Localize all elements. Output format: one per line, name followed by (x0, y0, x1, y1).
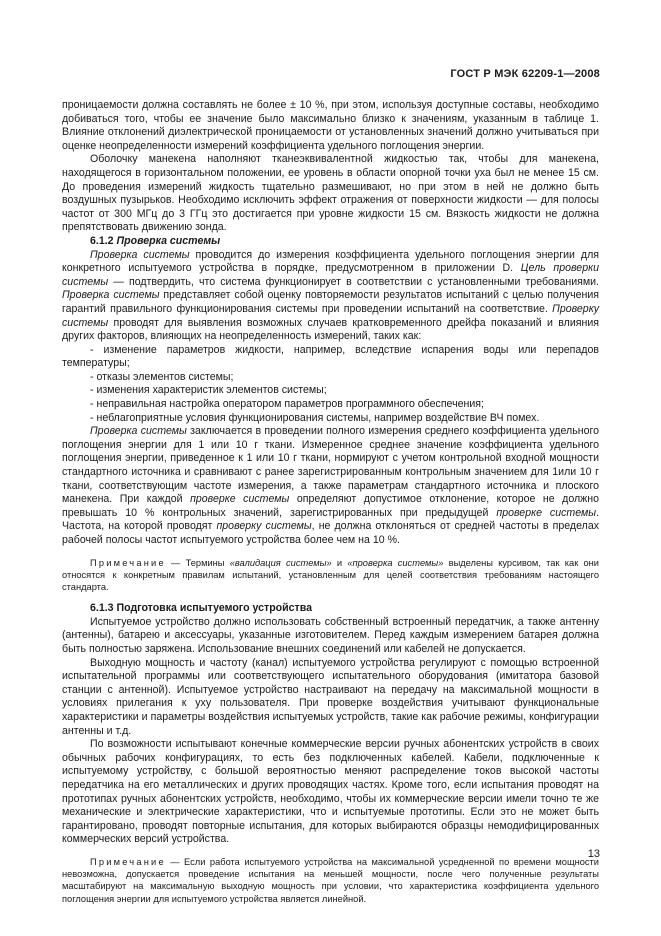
section-heading-6-1-3 (62, 602, 599, 616)
paragraph-commercial-versions: По возможности испытывают конечные коммерческие версии ручных абонентских устройств в своих обычных рабочих конфигурациях, то есть без подключенных кабелей. Кабели, подключенные к испытуемому устройству, с большой вероятностью меняют распределение токов высокой частоты передатчика на его металлических и других проводящих частях. Кроме того, если испытания проводят на прототипах ручных абонентских устройств, необходимо, чтобы их коммерческие версии имели точно те же механические и электрические характеристики, что и испытуемые прототипы. Если это не может быть гарантировано, проводят повторные испытания, для которых выбираются образцы немодифицированных коммерческих версий устройства. (62, 738, 599, 846)
text-run: , не должна отклоняться от средней частоты в пределах рабочей полосы частот испытуемого устройства более чем на 10 %. (62, 520, 600, 546)
paragraph-permittivity: проницаемости должна составлять не более ± 10 %, при этом, используя доступные составы, необходимо добиваться того, чтобы ее значение было максимально близко к значениям, указанным в таблице 1. Влияние отклонений диэлектрической проницаемости от установленных значений должно учитываться при оценке неопределенности измерений коэффициента удельного поглощения энергии. (62, 99, 599, 152)
text-run: заключается в проведении полного измерения среднего коэффициента удельного поглощения энергии для 1 или 10 г ткани. Измеренное среднее значение коэффициента удельного поглощения энергии, приведенное к 1 или 10 г ткани, нормируют с учетом контрольной входной мощности стандартного источника и сравнивают с ранее зарегистрированным контрольным значением для 1или 10 г ткани, соответствующим частоте измерения, а также параметрам стандартного источника и плоского манекена. При каждой (62, 425, 599, 506)
paragraph-device-preparation: Испытуемое устройство должно использовать собственный встроенный передатчик, а также антенну (антенны), батарею и аксессуары, указанные изготовителем. Перед каждым измерением батарея должна быть полностью заряжена. Использование внешних соединений или кабелей не допускается. (62, 615, 599, 655)
note-label: Примечание (90, 557, 166, 568)
text-run: — Термины (165, 557, 230, 568)
term-italic: «валидация системы» (229, 557, 332, 568)
note-linearity (62, 856, 599, 905)
paragraph-system-check-procedure (62, 425, 599, 547)
text-run: представляет собой оценку повторяемости результатов испытаний с целью получения гарантий правильного функционирования системы при проведении испытаний на соответствие. (62, 289, 599, 315)
paragraph-output-power: Выходную мощность и частоту (канал) испытуемого устройства регулируют с помощью встроенной испытательной программы или соответствующего испытательного оборудования (имитатора базовой станции с антенной). Испытуемое устройство настраивают на передачу на максимальной мощности в условиях прилегания к уху пользователя. При проверке воздействия учитывают функциональные характеристики и параметры воздействия испытуемых устройств, такие как рабочие режимы, конфигурации антенны и т.д. (62, 656, 599, 737)
term-italic: Проверку системы (62, 302, 599, 329)
list-item: - неправильная настройка оператором параметров программного обеспечения; (90, 398, 484, 411)
section-number: 6.1.2 (90, 234, 114, 247)
list-item: - изменение параметров жидкости, например, вследствие испарения воды или перепадов температуры; (62, 343, 599, 370)
list-item: - неблагоприятные условия функционирования системы, например воздействие ВЧ помех. (90, 411, 540, 424)
term-italic: Цель проверки системы (62, 262, 599, 288)
page-body (62, 99, 599, 914)
paragraph-phantom-filling: Оболочку манекена наполняют тканеэквивалентной жидкостью так, чтобы для манекена, находящегося в горизонтальном положении, ее уровень в области опорной точки уха был не менее 15 см. До проведения измерений жидкость тщательно размешивают, но при этом в ней не должно быть воздушных пузырьков. Необходимо исключить эффект отражения от поверхности жидкости — для полосы частот от 300 МГц до 3 ГГц это достигается при уровне жидкости 15 см. Вязкость жидкости не должна препятствовать движению зонда. (62, 153, 599, 234)
term-italic: «проверка системы» (347, 557, 444, 568)
term-italic: Проверка системы (90, 425, 187, 438)
term-italic: Проверка системы (62, 289, 160, 302)
text-run: определяют допустимое отклонение, которое не должно превышать 10 % контрольных значений, зарегистрированных при предыдущей (62, 493, 600, 519)
standard-header: ГОСТ Р МЭК 62209-1—2008 (450, 68, 600, 80)
text-run: проводят для выявления возможных случаев кратковременного дрейфа показаний и влияния других факторов, влияющих на неопределенность измерений, таких как: (62, 316, 599, 343)
term-italic: проверку системы (216, 520, 312, 533)
section-number: 6.1.3 (90, 602, 114, 615)
text-run: — Если работа испытуемого устройства на максимальной усредненной по времени мощности невозможна, допускается проведение испытания на меньшей мощности, после чего полученные результаты масштабируют на максимальную выходную мощность при условии, что характеристика коэффициента удельного поглощения энергии для испытуемого устройства является линейной. (62, 856, 599, 904)
paragraph-system-check (62, 249, 599, 344)
note-terms (62, 557, 599, 594)
section-title: Проверка системы (116, 234, 221, 247)
text-run: . Частота, на которой проводят (62, 506, 600, 533)
list-item: - отказы элементов системы; (90, 370, 234, 383)
note-label: Примечание (90, 856, 166, 867)
section-heading-6-1-2 (62, 235, 599, 249)
text-run: выделены курсивом, так как они относятся к конкретным правилам испытаний, установленным для целей соответствия требованиям настоящего стандарта. (62, 557, 599, 592)
term-italic: Проверка системы (90, 248, 190, 261)
page-number: 13 (587, 848, 600, 860)
section-title: Подготовка испытуемого устройства (116, 602, 313, 615)
text-run: — подтвердить, что система функционирует в соответствии с установленными требованиями. (108, 275, 599, 288)
text-run: и (331, 557, 348, 568)
term-italic: проверке системы (496, 506, 597, 519)
text-run: проводится до измерения коэффициента удельного поглощения энергии для конкретного испытуемого устройства в порядке, предусмотренном в приложении D. (62, 248, 599, 275)
term-italic: проверке системы (190, 493, 290, 506)
list-item: - изменения характеристик элементов системы; (90, 384, 327, 397)
